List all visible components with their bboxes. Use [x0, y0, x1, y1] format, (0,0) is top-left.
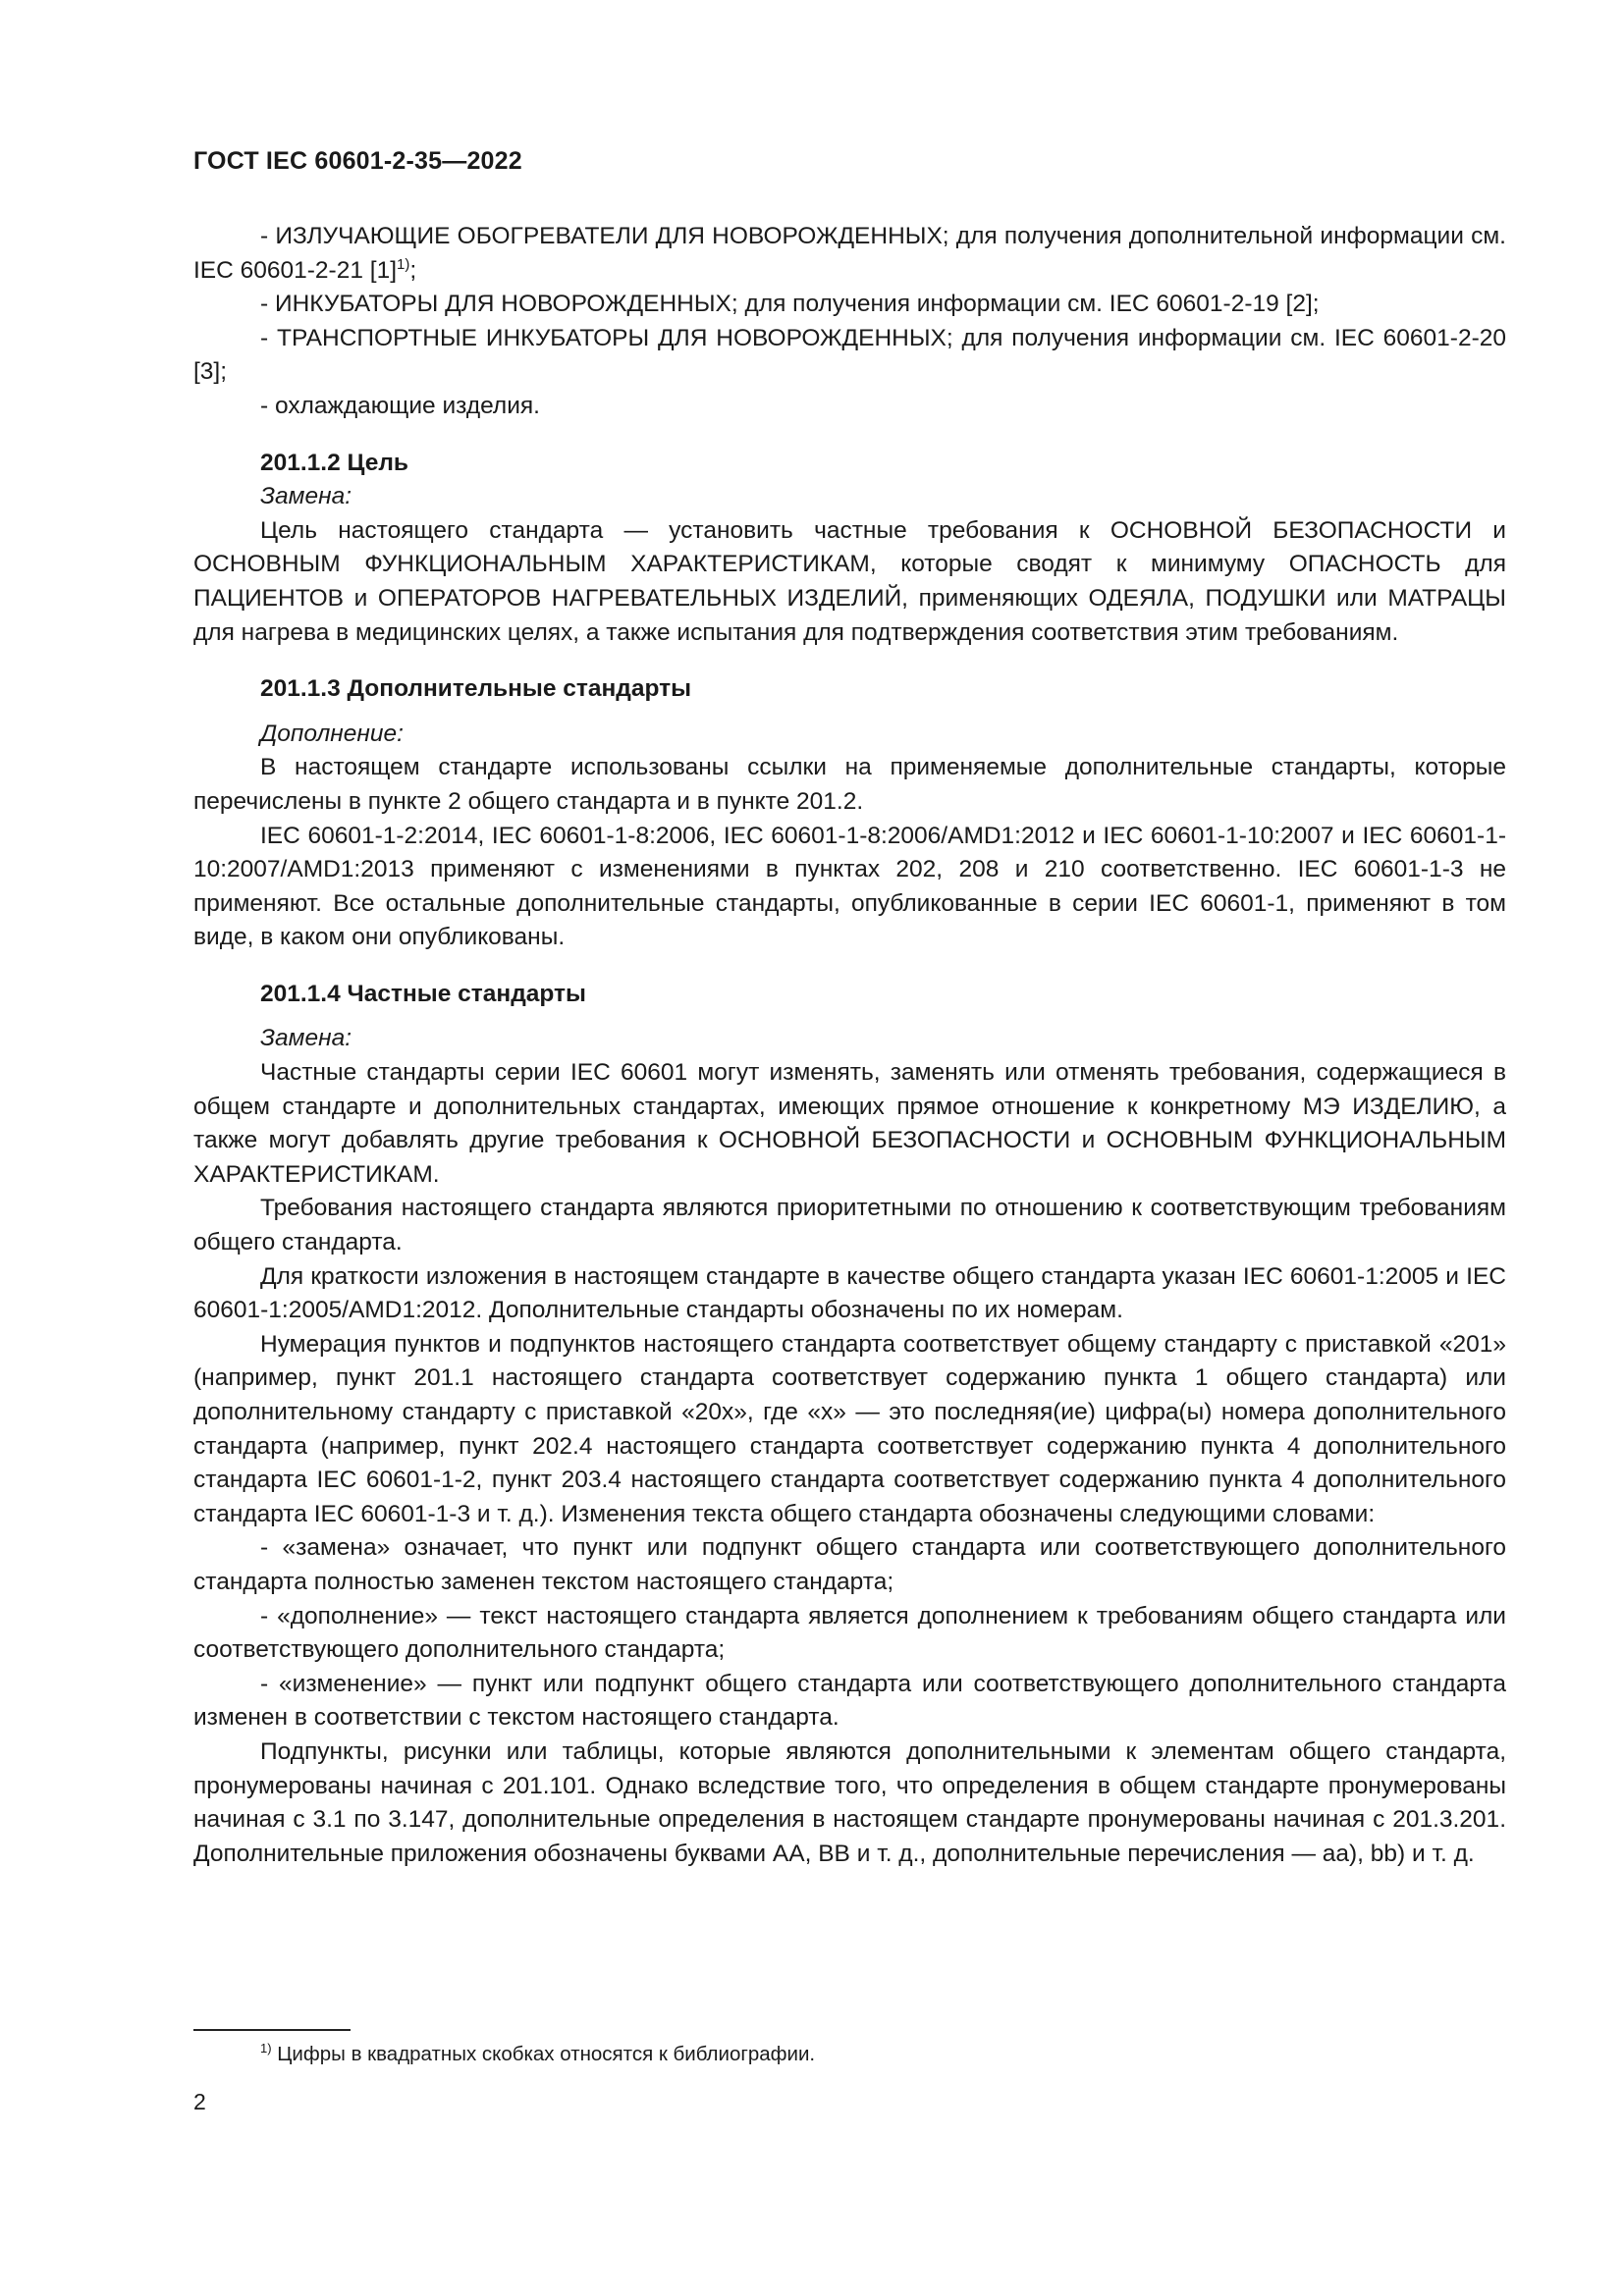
document-body [193, 220, 1506, 1871]
spacer [193, 424, 1506, 447]
paragraph: Частные стандарты серии IEC 60601 могут изменять, заменять или отменять требования, содержащиеся в общем стандарте и дополнительных стандартах, имеющих прямое отношение к конкретному МЭ ИЗДЕЛИЮ, а также могут добавлять другие требования к ОСНОВНОЙ БЕЗОПАСНОСТИ и ОСНОВНЫМ ФУНКЦИОНАЛЬНЫМ ХАРАКТЕРИСТИКАМ. [193, 1059, 1506, 1188]
footnote-reference[interactable]: 1) [397, 255, 410, 273]
section-heading: 201.1.4 Частные стандарты [260, 980, 586, 1007]
paragraph: Нумерация пунктов и подпунктов настоящего стандарта соответствует общему стандарту с приставкой «201» (например, пункт 201.1 настоящего стандарта соответствует содержанию пункта 1 общего стандарта) или дополнительному стандарту с приставкой «20x», где «x» — это последняя(ие) цифра(ы) номера дополнительного стандарта (например, пункт 202.4 настоящего стандарта соответствует содержанию пункта 4 дополнительного стандарта IEC 60601-1-2, пункт 203.4 настоящего стандарта соответствует содержанию пункта 4 дополнительного стандарта IEC 60601-1-3 и т. д.). Изменения текста общего стандарта обозначены следующими словами: [193, 1330, 1506, 1527]
footnote-marker: 1) [260, 2041, 272, 2056]
list-item: - охлаждающие изделия. [260, 392, 540, 419]
section-heading: 201.1.2 Цель [260, 449, 408, 476]
paragraph: В настоящем стандарте использованы ссылки на применяемые дополнительные стандарты, которые перечислены в пункте 2 общего стандарта и в пункте 201.2. [193, 754, 1506, 815]
paragraph: Подпункты, рисунки или таблицы, которые являются дополнительными к элементам общего стандарта, пронумерованы начиная с 201.101. Однако вследствие того, что определения в общем стандарте пронумерованы начиная с 3.1 по 3.147, дополнительные определения в настоящем стандарте пронумерованы начиная с 201.3.201. Дополнительные приложения обозначены буквами АА, ВВ и т. д., дополнительные перечисления — аа), bb) и т. д. [193, 1737, 1506, 1867]
paragraph: Для краткости изложения в настоящем стандарте в качестве общего стандарта указан IEC 60601-1:2005 и IEC 60601-1:2005/AMD1:2012. Дополнительные стандарты обозначены по их номерам. [193, 1262, 1506, 1324]
paragraph: Требования настоящего стандарта являются приоритетными по отношению к соответствующим требованиям общего стандарта. [193, 1195, 1506, 1256]
document-header: ГОСТ IEC 60601-2-35—2022 [193, 147, 522, 175]
page-number: 2 [193, 2089, 206, 2114]
list-item: - «изменение» — пункт или подпункт общего стандарта или соответствующего дополнительного стандарта изменен в соответствии с текстом настоящего стандарта. [193, 1670, 1506, 1732]
section-label: Дополнение: [260, 720, 404, 747]
spacer [193, 707, 1506, 718]
paragraph: Цель настоящего стандарта — установить частные требования к ОСНОВНОЙ БЕЗОПАСНОСТИ и ОСНОВНЫМ ФУНКЦИОНАЛЬНЫМ ХАРАКТЕРИСТИКАМ, которые сводят к минимуму ОПАСНОСТЬ для ПАЦИЕНТОВ и ОПЕРАТОРОВ НАГРЕВАТЕЛЬНЫХ ИЗДЕЛИЙ, применяющих ОДЕЯЛА, ПОДУШКИ или МАТРАЦЫ для нагрева в медицинских целях, а также испытания для подтверждения соответствия этим требованиям. [193, 516, 1506, 646]
spacer [193, 650, 1506, 672]
spacer [193, 1011, 1506, 1022]
footnote-divider [193, 2029, 351, 2031]
paragraph: IEC 60601-1-2:2014, IEC 60601-1-8:2006, IEC 60601-1-8:2006/AMD1:2012 и IEC 60601-1-10:2007 и IEC 60601-1-10:2007/AMD1:2013 применяют с изменениями в пунктах 202, 208 и 210 соответственно. IEC 60601-1-3 не применяют. Все остальные дополнительные стандарты, опубликованные в серии IEC 60601-1, применяют в том виде, в каком они опубликованы. [193, 822, 1506, 951]
spacer [193, 955, 1506, 978]
footnote-text: Цифры в квадратных скобках относятся к библиографии. [271, 2043, 816, 2065]
list-item: - «замена» означает, что пункт или подпункт общего стандарта или соответствующего дополнительного стандарта полностью заменен текстом настоящего стандарта; [193, 1534, 1506, 1595]
list-item: - ИНКУБАТОРЫ ДЛЯ НОВОРОЖДЕННЫХ; для получения информации см. IEC 60601-2-19 [2]; [260, 291, 1320, 318]
list-item: - «дополнение» — текст настоящего стандарта является дополнением к требованиям общего стандарта или соответствующего дополнительного стандарта; [193, 1602, 1506, 1664]
list-item [193, 220, 1506, 288]
section-label: Замена: [260, 1025, 352, 1052]
list-item-text: - ИЗЛУЧАЮЩИЕ ОБОГРЕВАТЕЛИ ДЛЯ НОВОРОЖДЕННЫХ; для получения дополнительной информации см. IEC 60601-2-21 [1] [193, 223, 1506, 284]
list-item: - ТРАНСПОРТНЫЕ ИНКУБАТОРЫ ДЛЯ НОВОРОЖДЕННЫХ; для получения информации см. IEC 60601-2-20 [3]; [193, 324, 1506, 386]
section-heading: 201.1.3 Дополнительные стандарты [260, 675, 692, 703]
footnote [260, 2042, 815, 2067]
section-label: Замена: [260, 483, 352, 510]
list-item-tail: ; [409, 256, 417, 284]
